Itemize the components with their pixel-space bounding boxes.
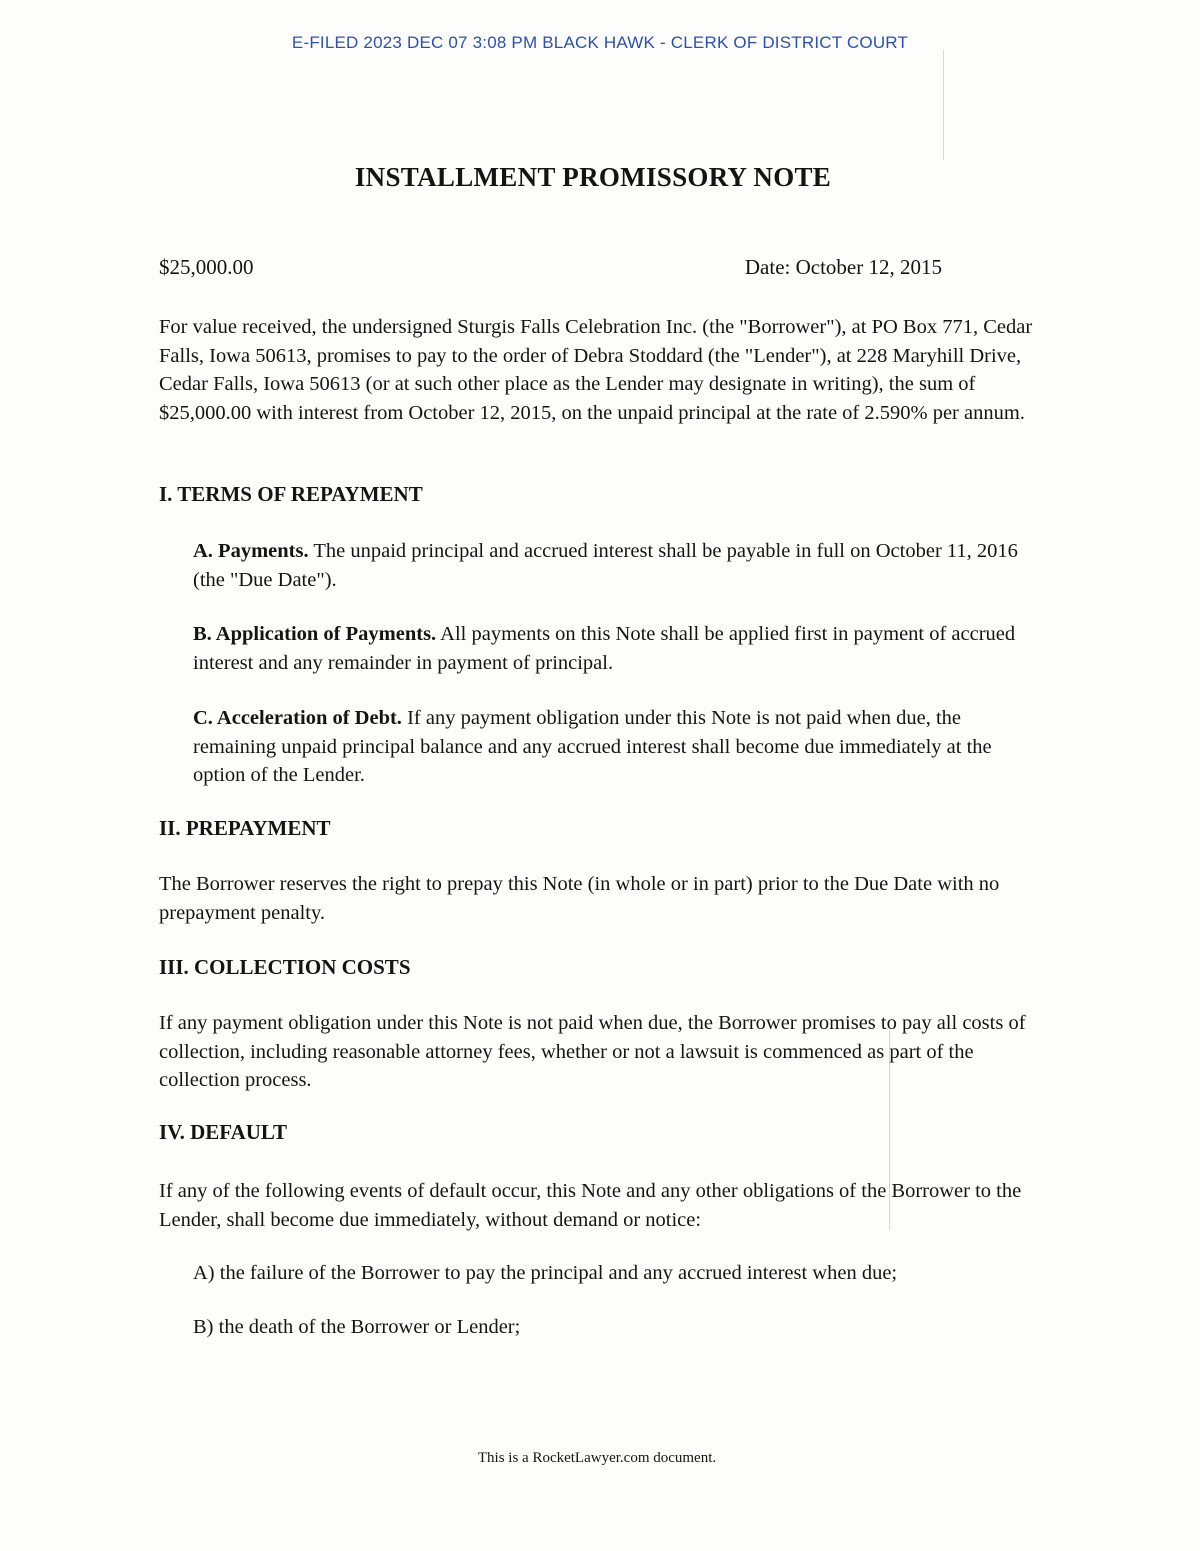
clause-lead: C. Acceleration of Debt.	[193, 707, 402, 729]
scan-artifact-line	[943, 50, 944, 160]
note-date: Date: October 12, 2015	[744, 255, 942, 279]
section-heading-default: IV. DEFAULT	[159, 1120, 287, 1144]
default-item-a: A) the failure of the Borrower to pay the principal and any accrued interest when due;	[193, 1262, 898, 1284]
clause-text: All payments on this Note shall be applied first in payment of accrued interest and any remainder in payment of principal.	[193, 623, 1016, 674]
clause-text: The unpaid principal and accrued interest shall be payable in full on October 11, 2016 (the "Due Date").	[193, 540, 1018, 591]
clause-payments	[193, 537, 1043, 594]
default-paragraph: If any of the following events of default occur, this Note and any other obligations of the Borrower to the Lender, shall become due immediately, without demand or notice:	[159, 1180, 1022, 1231]
section-heading-collection-costs: III. COLLECTION COSTS	[159, 955, 411, 979]
default-item-b: B) the death of the Borrower or Lender;	[193, 1316, 521, 1338]
note-amount: $25,000.00	[159, 255, 254, 279]
collection-costs-paragraph: If any payment obligation under this Note is not paid when due, the Borrower promises to pay all costs of collection, including reasonable attorney fees, whether or not a lawsuit is commenced as part of the collection process.	[159, 1012, 1026, 1091]
clause-acceleration-of-debt	[193, 704, 1043, 790]
clause-text: If any payment obligation under this Note is not paid when due, the remaining unpaid principal balance and any accrued interest shall become due immediately at the option of the Lender.	[193, 707, 992, 786]
efiled-stamp: E-FILED 2023 DEC 07 3:08 PM BLACK HAWK - CLERK OF DISTRICT COURT	[291, 33, 909, 52]
clause-lead: B. Application of Payments.	[193, 623, 437, 645]
clause-application-of-payments	[193, 620, 1043, 677]
section-heading-prepayment: II. PREPAYMENT	[159, 816, 331, 840]
prepayment-paragraph: The Borrower reserves the right to prepay this Note (in whole or in part) prior to the Due Date with no prepayment penalty.	[159, 873, 1000, 924]
document-title: INSTALLMENT PROMISSORY NOTE	[354, 162, 832, 192]
intro-paragraph: For value received, the undersigned Sturgis Falls Celebration Inc. (the "Borrower"), at PO Box 771, Cedar Falls, Iowa 50613, promises to pay to the order of Debra Stoddard (the "Lender"), at 228 Maryhill Drive, Cedar Falls, Iowa 50613 (or at such other place as the Lender may designate in writing), the sum of $25,000.00 with interest from October 12, 2015, on the unpaid principal at the rate of 2.590% per annum.	[159, 316, 1033, 424]
clause-lead: A. Payments.	[193, 540, 309, 562]
footer-note: This is a RocketLawyer.com document.	[477, 1450, 717, 1466]
section-heading-repayment: I. TERMS OF REPAYMENT	[159, 482, 423, 506]
